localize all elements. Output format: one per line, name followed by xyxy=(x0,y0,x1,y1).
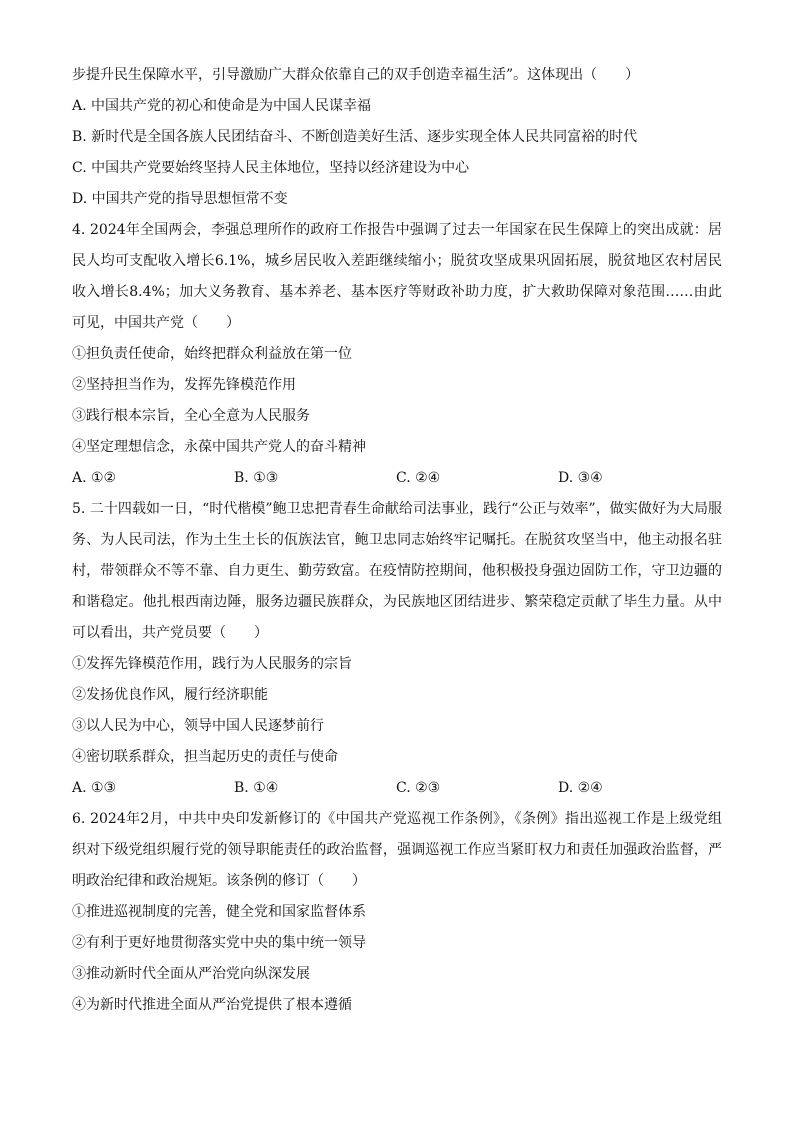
q4-stem: 4. 2024年全国两会，李强总理所作的政府工作报告中强调了过去一年国家在民生保障上的突出成就：居民人均可支配收入增长6.1%，城乡居民收入差距继续缩小；脱贫攻坚成果巩固拓展，脱贫地区农村居民收入增长8.4%；加大义务教育、基本养老、基本医疗等财政补助力度，扩大救助保障对象范围……由此可见，中国共产党（ ） xyxy=(72,222,722,331)
q6-stem: 6. 2024年2月，中共中央印发新修订的《中国共产党巡视工作条例》，《条例》指出巡视工作是上级党组织对下级党组织履行党的领导职能责任的政治监督，强调巡视工作应当紧盯权力和责任加强政治监督，严明政治纪律和政治规矩。该条例的修订（ ） xyxy=(72,811,722,889)
q5-item-4: ④密切联系群众，担当起历史的责任与使命 xyxy=(72,749,338,765)
q6-item-3: ③推动新时代全面从严治党向纵深发展 xyxy=(72,966,310,982)
q3-option-b: B. 新时代是全国各族人民团结奋斗、不断创造美好生活、逐步实现全体人民共同富裕的时代 xyxy=(72,129,638,145)
q4-item-4: ④坚定理想信念，永葆中国共产党人的奋斗精神 xyxy=(72,439,366,455)
q5-choice-b: B. ①④ xyxy=(234,780,279,796)
q4-choices xyxy=(72,463,722,494)
q6-item-4: ④为新时代推进全面从严治党提供了根本遵循 xyxy=(72,997,352,1013)
q4-choice-d: D. ③④ xyxy=(558,470,603,486)
q3-stem-continuation: 步提升民生保障水平，引导激励广大群众依靠自己的双手创造幸福生活”。这体现出（ ） xyxy=(72,67,640,83)
q4-choice-a: A. ①② xyxy=(72,470,117,486)
q5-choice-a: A. ①③ xyxy=(72,780,117,796)
q3-option-d: D. 中国共产党的指导思想恒常不变 xyxy=(72,191,288,207)
q5-choice-c: C. ②③ xyxy=(396,780,441,796)
q5-choices xyxy=(72,773,722,804)
q5-item-3: ③以人民为中心，领导中国人民逐梦前行 xyxy=(72,718,324,734)
q4-choice-b: B. ①③ xyxy=(234,470,279,486)
q5-choice-d: D. ②④ xyxy=(558,780,603,796)
q5-item-2: ②发扬优良作风，履行经济职能 xyxy=(72,687,268,703)
q6-item-2: ②有利于更好地贯彻落实党中央的集中统一领导 xyxy=(72,935,366,951)
q3-option-a: A. 中国共产党的初心和使命是为中国人民谋幸福 xyxy=(72,98,372,114)
q3-option-c: C. 中国共产党要始终坚持人民主体地位，坚持以经济建设为中心 xyxy=(72,160,470,176)
q4-item-2: ②坚持担当作为，发挥先锋模范作用 xyxy=(72,377,296,393)
q5-stem: 5. 二十四载如一日，“时代楷模”鲍卫忠把青春生命献给司法事业，践行“公正与效率”，做实做好为大局服务、为人民司法，作为土生土长的佤族法官，鲍卫忠同志始终牢记嘱托。在脱贫攻坚当中，他主动报名驻村，带领群众不等不靠、自力更生、勤劳致富。在疫情防控期间，他积极投身强边固防工作，守卫边疆的和谐稳定。他扎根西南边陲，服务边疆民族群众，为民族地区团结进步、繁荣稳定贡献了毕生力量。从中可以看出，共产党员要（ ） xyxy=(72,501,722,641)
q5-item-1: ①发挥先锋模范作用，践行为人民服务的宗旨 xyxy=(72,656,352,672)
exam-page xyxy=(72,60,722,1021)
q4-item-3: ③践行根本宗旨，全心全意为人民服务 xyxy=(72,408,310,424)
q4-choice-c: C. ②④ xyxy=(396,470,441,486)
q6-item-1: ①推进巡视制度的完善，健全党和国家监督体系 xyxy=(72,904,366,920)
q4-item-1: ①担负责任使命，始终把群众利益放在第一位 xyxy=(72,346,352,362)
